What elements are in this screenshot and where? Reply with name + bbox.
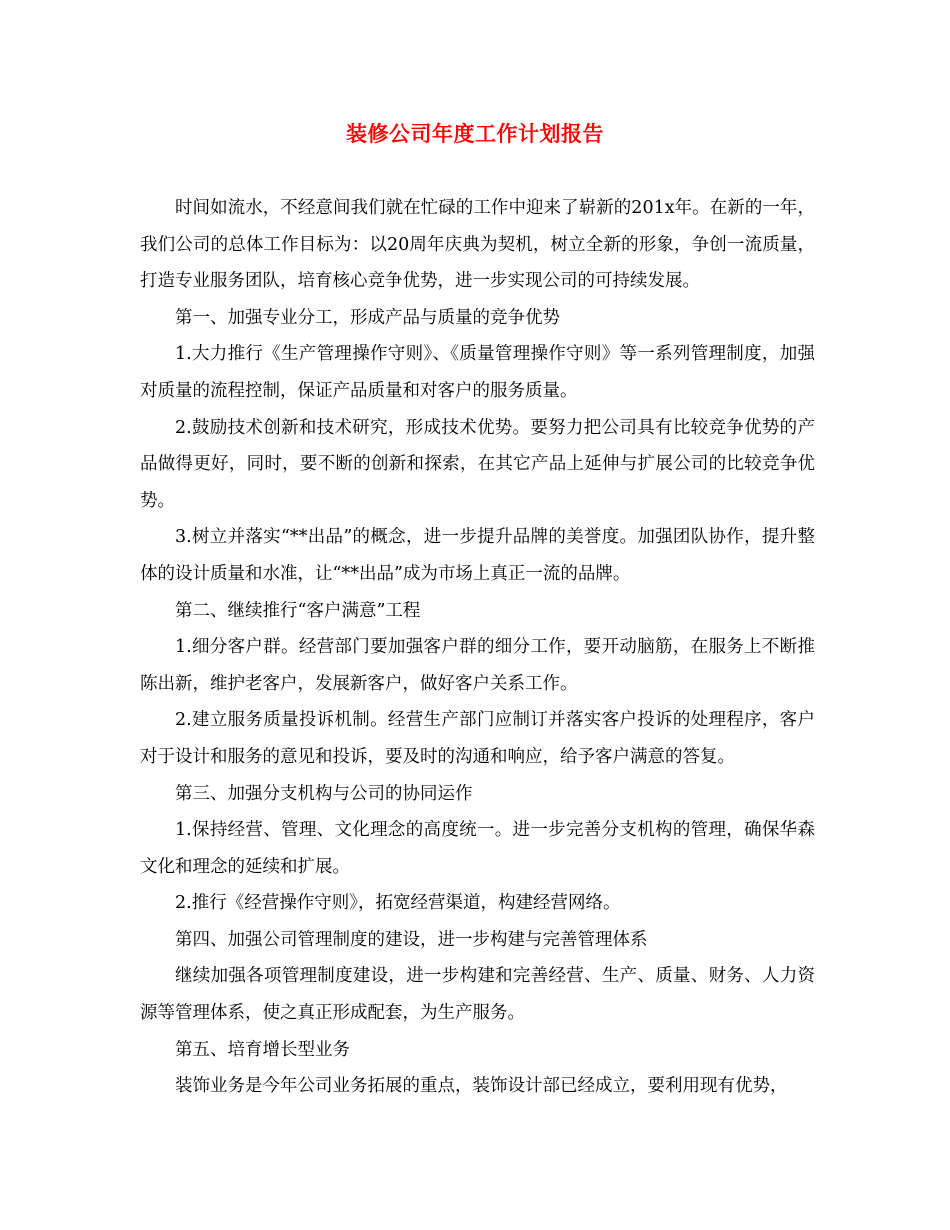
document-title: 装修公司年度工作计划报告 — [346, 121, 604, 146]
section-heading-3: 第三、加强分支机构与公司的协同运作 — [175, 783, 473, 804]
section-4-paragraph: 继续加强各项管理制度建设，进一步构建和完善经营、生产、质量、财务、人力资源等管理体系，使之真正形成配套，为生产服务。 — [140, 966, 815, 1024]
section-3-item-2: 2.推行《经营操作守则》，拓宽经营渠道，构建经营网络。 — [175, 893, 621, 914]
section-1-item-3: 3.树立并落实“**出品”的概念，进一步提升品牌的美誉度。加强团队协作，提升整体的设计质量和水准，让“**出品”成为市场上真正一流的品牌。 — [140, 527, 815, 584]
section-2-item-2: 2.建立服务质量投诉机制。经营生产部门应制订并落实客户投诉的处理程序，客户对于设计和服务的意见和投诉，要及时的沟通和响应，给予客户满意的答复。 — [140, 710, 815, 767]
section-heading-1: 第一、加强专业分工，形成产品与质量的竞争优势 — [175, 307, 560, 328]
section-heading-5: 第五、培育增长型业务 — [175, 1039, 350, 1060]
section-3-item-1: 1.保持经营、管理、文化理念的高度统一。进一步完善分支机构的管理，确保华森文化和理念的延续和扩展。 — [140, 820, 815, 877]
intro-paragraph: 时间如流水，不经意间我们就在忙碌的工作中迎来了崭新的201x年。在新的一年，我们公司的总体工作目标为：以20周年庆典为契机，树立全新的形象，争创一流质量，打造专业服务团队，培育核心竞争优势，进一步实现公司的可持续发展。 — [140, 198, 815, 292]
section-2-item-1: 1.细分客户群。经营部门要加强客户群的细分工作，要开动脑筋，在服务上不断推陈出新，维护老客户，发展新客户，做好客户关系工作。 — [140, 637, 815, 694]
section-1-item-1: 1.大力推行《生产管理操作守则》、《质量管理操作守则》等一系列管理制度，加强对质量的流程控制，保证产品质量和对客户的服务质量。 — [140, 344, 815, 401]
section-heading-2: 第二、继续推行“客户满意”工程 — [175, 600, 421, 621]
section-1-item-2: 2.鼓励技术创新和技术研究，形成技术优势。要努力把公司具有比较竞争优势的产品做得更好，同时，要不断的创新和探索，在其它产品上延伸与扩展公司的比较竞争优势。 — [140, 417, 815, 511]
section-5-paragraph: 装饰业务是今年公司业务拓展的重点，装饰设计部已经成立，要利用现有优势， — [175, 1076, 788, 1097]
document-body — [140, 190, 815, 1105]
section-heading-4: 第四、加强公司管理制度的建设，进一步构建与完善管理体系 — [175, 929, 648, 950]
